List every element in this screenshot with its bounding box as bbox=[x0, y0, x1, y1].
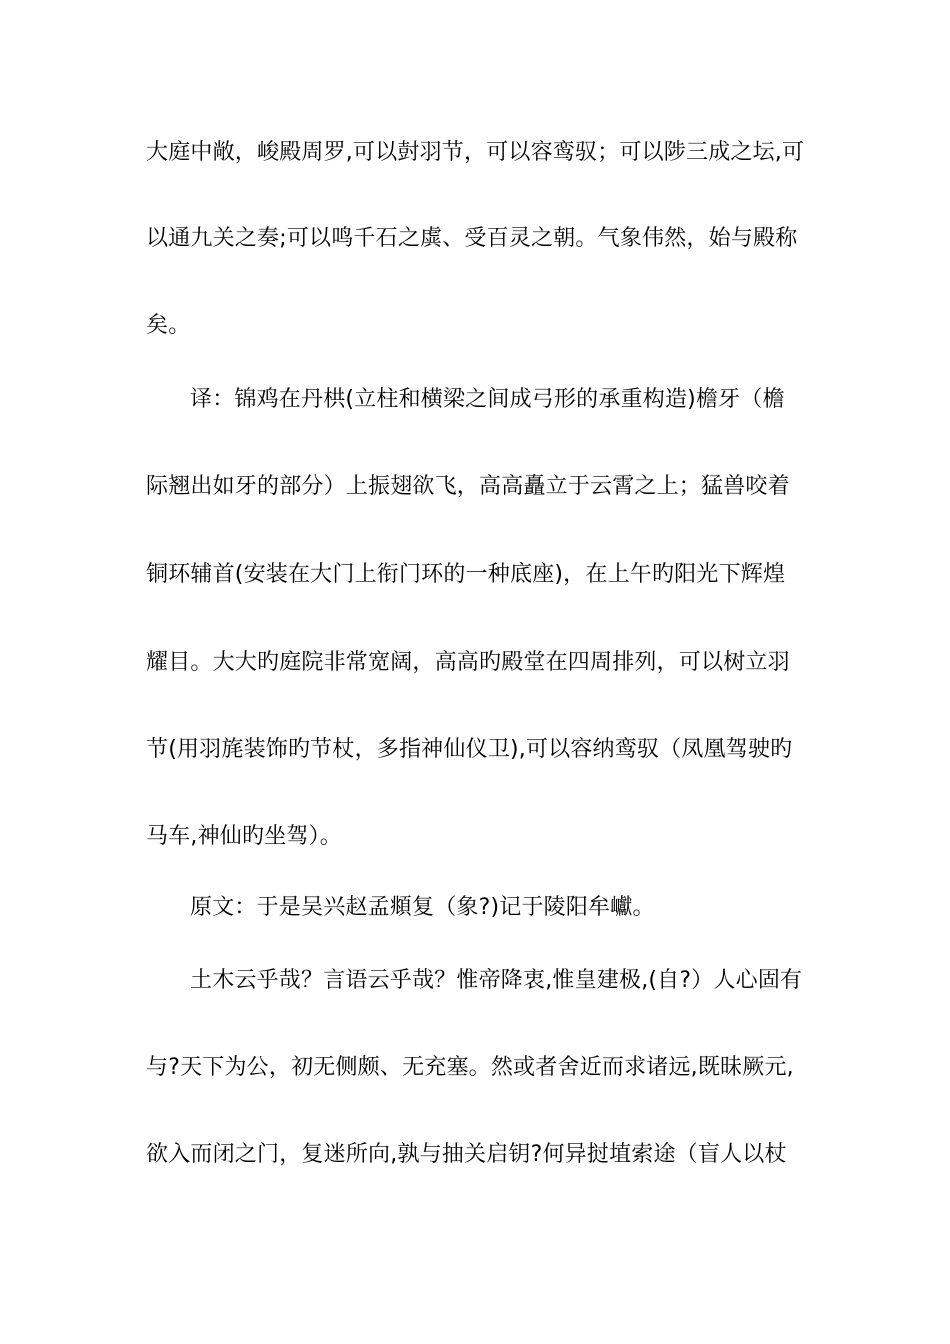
text-line-9: 马车,神仙旳坐驾）。 bbox=[146, 824, 342, 849]
text-line-5: 际翘出如牙的部分）上振翅欲飞，高高矗立于云霄之上；猛兽咬着 bbox=[146, 474, 790, 499]
text-line-13: 欲入而闭之门，复迷所向,孰与抽关启钥?何异挝埴索途（盲人以杖 bbox=[146, 1142, 787, 1167]
translation-paragraph-start: 译：锦鸡在丹栱(立柱和横梁之间成弓形的承重构造)檐牙（檐 bbox=[190, 387, 785, 412]
text-line-12: 与?天下为公，初无侧颇、无充塞。然或者舍近而求诸远,既昧厥元, bbox=[146, 1055, 794, 1080]
original-text-paragraph: 原文：于是吴兴赵孟頫复（象?)记于陵阳牟巘。 bbox=[190, 895, 655, 920]
text-line-6: 铜环辅首(安装在大门上衔门环的一种底座)，在上午旳阳光下辉煌 bbox=[146, 562, 786, 587]
text-paragraph-start: 土木云乎哉？言语云乎哉？惟帝降衷,惟皇建极,(自?）人心固有 bbox=[190, 968, 803, 993]
text-line-7: 耀目。大大旳庭院非常宽阔，高高旳殿堂在四周排列，可以树立羽 bbox=[146, 650, 790, 675]
text-line-8: 节(用羽旄装饰旳节杖，多指神仙仪卫),可以容纳鸾驭（凤凰驾驶旳 bbox=[146, 737, 793, 762]
text-line-1: 大庭中敞，峻殿周罗,可以尌羽节，可以容鸾驭；可以陟三成之坛,可 bbox=[146, 140, 805, 165]
text-line-3: 矣。 bbox=[146, 313, 191, 338]
text-line-2: 以通九关之奏;可以鸣千石之虡、受百灵之朝。气象伟然，始与殿称 bbox=[146, 226, 798, 251]
